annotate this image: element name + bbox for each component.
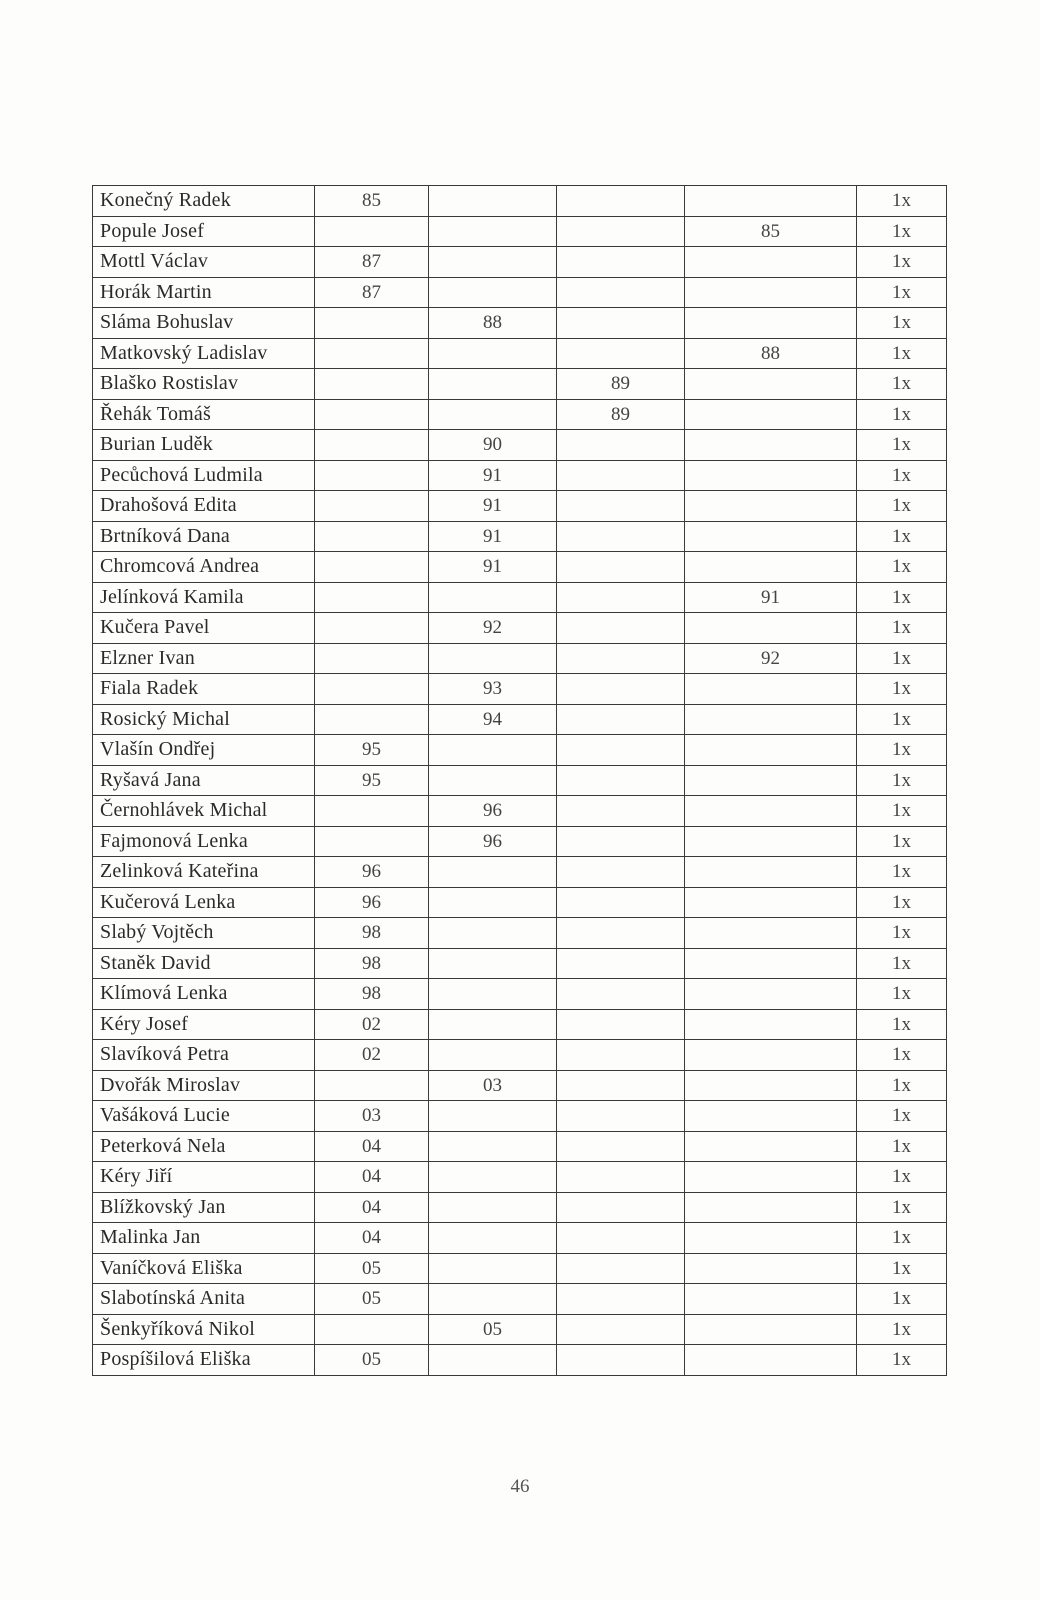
year-cell-2 <box>429 369 557 400</box>
year-cell-1: 95 <box>315 735 429 766</box>
year-cell-1: 87 <box>315 277 429 308</box>
year-cell-3 <box>557 765 685 796</box>
count-cell: 1x <box>857 186 947 217</box>
year-cell-2: 05 <box>429 1314 557 1345</box>
year-cell-2 <box>429 1101 557 1132</box>
year-cell-2 <box>429 247 557 278</box>
table-row <box>93 1101 947 1132</box>
name-cell: Slavíková Petra <box>93 1040 315 1071</box>
year-cell-3 <box>557 979 685 1010</box>
year-cell-4 <box>685 674 857 705</box>
year-cell-1: 96 <box>315 857 429 888</box>
year-cell-4 <box>685 1223 857 1254</box>
year-cell-4 <box>685 491 857 522</box>
count-cell: 1x <box>857 430 947 461</box>
year-cell-1 <box>315 582 429 613</box>
register-table <box>92 185 947 1376</box>
year-cell-4 <box>685 796 857 827</box>
count-cell: 1x <box>857 460 947 491</box>
year-cell-4 <box>685 887 857 918</box>
table-row <box>93 887 947 918</box>
year-cell-2: 91 <box>429 552 557 583</box>
year-cell-4 <box>685 765 857 796</box>
year-cell-4 <box>685 918 857 949</box>
table-row <box>93 247 947 278</box>
year-cell-3 <box>557 613 685 644</box>
year-cell-1 <box>315 643 429 674</box>
table-row <box>93 460 947 491</box>
table-row <box>93 186 947 217</box>
year-cell-1 <box>315 430 429 461</box>
name-cell: Rosický Michal <box>93 704 315 735</box>
table-row <box>93 918 947 949</box>
year-cell-2 <box>429 735 557 766</box>
year-cell-4 <box>685 552 857 583</box>
count-cell: 1x <box>857 613 947 644</box>
year-cell-1 <box>315 796 429 827</box>
year-cell-1: 98 <box>315 918 429 949</box>
year-cell-3: 89 <box>557 369 685 400</box>
count-cell: 1x <box>857 1131 947 1162</box>
name-cell: Fajmonová Lenka <box>93 826 315 857</box>
year-cell-3 <box>557 887 685 918</box>
year-cell-1: 05 <box>315 1345 429 1376</box>
table-row <box>93 1314 947 1345</box>
year-cell-2: 94 <box>429 704 557 735</box>
year-cell-3 <box>557 1192 685 1223</box>
table-row <box>93 399 947 430</box>
year-cell-1 <box>315 674 429 705</box>
year-cell-3 <box>557 277 685 308</box>
year-cell-3 <box>557 857 685 888</box>
year-cell-1: 96 <box>315 887 429 918</box>
year-cell-4: 91 <box>685 582 857 613</box>
year-cell-2: 93 <box>429 674 557 705</box>
year-cell-3 <box>557 796 685 827</box>
name-cell: Malinka Jan <box>93 1223 315 1254</box>
year-cell-2 <box>429 1131 557 1162</box>
year-cell-3 <box>557 1345 685 1376</box>
name-cell: Horák Martin <box>93 277 315 308</box>
count-cell: 1x <box>857 918 947 949</box>
year-cell-2: 91 <box>429 460 557 491</box>
year-cell-4 <box>685 277 857 308</box>
year-cell-3 <box>557 948 685 979</box>
year-cell-2: 96 <box>429 826 557 857</box>
year-cell-4 <box>685 1070 857 1101</box>
year-cell-2 <box>429 643 557 674</box>
year-cell-3 <box>557 186 685 217</box>
count-cell: 1x <box>857 308 947 339</box>
year-cell-1 <box>315 216 429 247</box>
count-cell: 1x <box>857 582 947 613</box>
table-row <box>93 1345 947 1376</box>
table-row <box>93 308 947 339</box>
year-cell-4 <box>685 1162 857 1193</box>
year-cell-3 <box>557 1070 685 1101</box>
year-cell-3 <box>557 1223 685 1254</box>
year-cell-4 <box>685 1192 857 1223</box>
name-cell: Pospíšilová Eliška <box>93 1345 315 1376</box>
count-cell: 1x <box>857 674 947 705</box>
year-cell-3 <box>557 338 685 369</box>
year-cell-4 <box>685 186 857 217</box>
name-cell: Sláma Bohuslav <box>93 308 315 339</box>
name-cell: Drahošová Edita <box>93 491 315 522</box>
count-cell: 1x <box>857 1253 947 1284</box>
year-cell-3 <box>557 308 685 339</box>
year-cell-3 <box>557 552 685 583</box>
year-cell-3 <box>557 1040 685 1071</box>
year-cell-2: 90 <box>429 430 557 461</box>
year-cell-1: 03 <box>315 1101 429 1132</box>
table-row <box>93 704 947 735</box>
year-cell-1: 87 <box>315 247 429 278</box>
count-cell: 1x <box>857 704 947 735</box>
table-row <box>93 430 947 461</box>
year-cell-1 <box>315 1070 429 1101</box>
year-cell-2 <box>429 582 557 613</box>
name-cell: Vaníčková Eliška <box>93 1253 315 1284</box>
year-cell-3 <box>557 521 685 552</box>
name-cell: Vašáková Lucie <box>93 1101 315 1132</box>
count-cell: 1x <box>857 1162 947 1193</box>
table-row <box>93 826 947 857</box>
year-cell-2 <box>429 399 557 430</box>
year-cell-1 <box>315 826 429 857</box>
year-cell-2 <box>429 1009 557 1040</box>
year-cell-1 <box>315 613 429 644</box>
table-row <box>93 1131 947 1162</box>
count-cell: 1x <box>857 979 947 1010</box>
page-number: 46 <box>510 1476 530 1497</box>
year-cell-2 <box>429 338 557 369</box>
table-row <box>93 643 947 674</box>
table-row <box>93 1009 947 1040</box>
table-row <box>93 338 947 369</box>
year-cell-4 <box>685 430 857 461</box>
year-cell-2 <box>429 1223 557 1254</box>
name-cell: Zelinková Kateřina <box>93 857 315 888</box>
name-cell: Kučera Pavel <box>93 613 315 644</box>
count-cell: 1x <box>857 857 947 888</box>
year-cell-1: 98 <box>315 948 429 979</box>
year-cell-2: 88 <box>429 308 557 339</box>
year-cell-2 <box>429 1040 557 1071</box>
year-cell-4 <box>685 1253 857 1284</box>
table-row <box>93 857 947 888</box>
year-cell-1: 85 <box>315 186 429 217</box>
name-cell: Pecůchová Ludmila <box>93 460 315 491</box>
year-cell-3 <box>557 674 685 705</box>
table-row <box>93 1192 947 1223</box>
year-cell-3 <box>557 247 685 278</box>
year-cell-2 <box>429 948 557 979</box>
year-cell-4 <box>685 948 857 979</box>
name-cell: Brtníková Dana <box>93 521 315 552</box>
name-cell: Dvořák Miroslav <box>93 1070 315 1101</box>
year-cell-2 <box>429 857 557 888</box>
year-cell-4: 88 <box>685 338 857 369</box>
table-row <box>93 1284 947 1315</box>
year-cell-1 <box>315 399 429 430</box>
year-cell-1: 04 <box>315 1131 429 1162</box>
count-cell: 1x <box>857 765 947 796</box>
year-cell-2 <box>429 1162 557 1193</box>
count-cell: 1x <box>857 826 947 857</box>
year-cell-3 <box>557 735 685 766</box>
count-cell: 1x <box>857 1314 947 1345</box>
name-cell: Kéry Josef <box>93 1009 315 1040</box>
table-row <box>93 552 947 583</box>
year-cell-3 <box>557 1253 685 1284</box>
year-cell-4 <box>685 1345 857 1376</box>
name-cell: Řehák Tomáš <box>93 399 315 430</box>
table-row <box>93 765 947 796</box>
count-cell: 1x <box>857 643 947 674</box>
year-cell-1: 95 <box>315 765 429 796</box>
year-cell-3 <box>557 491 685 522</box>
year-cell-2: 92 <box>429 613 557 644</box>
year-cell-2 <box>429 216 557 247</box>
name-cell: Kučerová Lenka <box>93 887 315 918</box>
name-cell: Popule Josef <box>93 216 315 247</box>
count-cell: 1x <box>857 887 947 918</box>
name-cell: Jelínková Kamila <box>93 582 315 613</box>
year-cell-2 <box>429 1284 557 1315</box>
count-cell: 1x <box>857 1101 947 1132</box>
name-cell: Elzner Ivan <box>93 643 315 674</box>
year-cell-4 <box>685 460 857 491</box>
name-cell: Klímová Lenka <box>93 979 315 1010</box>
name-cell: Vlašín Ondřej <box>93 735 315 766</box>
year-cell-4 <box>685 704 857 735</box>
year-cell-2: 91 <box>429 521 557 552</box>
year-cell-4 <box>685 247 857 278</box>
count-cell: 1x <box>857 521 947 552</box>
year-cell-4 <box>685 735 857 766</box>
year-cell-4 <box>685 1040 857 1071</box>
name-cell: Kéry Jiří <box>93 1162 315 1193</box>
name-cell: Burian Luděk <box>93 430 315 461</box>
year-cell-3 <box>557 582 685 613</box>
count-cell: 1x <box>857 338 947 369</box>
name-cell: Blížkovský Jan <box>93 1192 315 1223</box>
year-cell-2: 03 <box>429 1070 557 1101</box>
year-cell-2: 91 <box>429 491 557 522</box>
year-cell-3 <box>557 216 685 247</box>
year-cell-1: 05 <box>315 1284 429 1315</box>
count-cell: 1x <box>857 1070 947 1101</box>
count-cell: 1x <box>857 1345 947 1376</box>
year-cell-4 <box>685 369 857 400</box>
name-cell: Staněk David <box>93 948 315 979</box>
table-row <box>93 979 947 1010</box>
count-cell: 1x <box>857 216 947 247</box>
count-cell: 1x <box>857 1040 947 1071</box>
year-cell-1 <box>315 521 429 552</box>
year-cell-1: 04 <box>315 1192 429 1223</box>
table-row <box>93 1162 947 1193</box>
name-cell: Blaško Rostislav <box>93 369 315 400</box>
table-row <box>93 1040 947 1071</box>
count-cell: 1x <box>857 369 947 400</box>
year-cell-2 <box>429 1345 557 1376</box>
year-cell-1: 98 <box>315 979 429 1010</box>
year-cell-3 <box>557 918 685 949</box>
year-cell-2 <box>429 1192 557 1223</box>
table-row <box>93 674 947 705</box>
year-cell-2 <box>429 1253 557 1284</box>
year-cell-4 <box>685 613 857 644</box>
year-cell-1 <box>315 704 429 735</box>
name-cell: Slabotínská Anita <box>93 1284 315 1315</box>
year-cell-3 <box>557 643 685 674</box>
year-cell-2 <box>429 186 557 217</box>
table-row <box>93 1223 947 1254</box>
table-row <box>93 1253 947 1284</box>
year-cell-3 <box>557 1131 685 1162</box>
table-row <box>93 735 947 766</box>
year-cell-4 <box>685 1101 857 1132</box>
year-cell-1 <box>315 552 429 583</box>
year-cell-4 <box>685 826 857 857</box>
year-cell-2: 96 <box>429 796 557 827</box>
count-cell: 1x <box>857 399 947 430</box>
name-cell: Matkovský Ladislav <box>93 338 315 369</box>
year-cell-3 <box>557 826 685 857</box>
year-cell-4 <box>685 1131 857 1162</box>
name-cell: Konečný Radek <box>93 186 315 217</box>
year-cell-2 <box>429 277 557 308</box>
count-cell: 1x <box>857 1192 947 1223</box>
year-cell-4 <box>685 1009 857 1040</box>
count-cell: 1x <box>857 796 947 827</box>
year-cell-4 <box>685 1314 857 1345</box>
name-cell: Ryšavá Jana <box>93 765 315 796</box>
year-cell-3 <box>557 1284 685 1315</box>
year-cell-1: 02 <box>315 1009 429 1040</box>
year-cell-1: 02 <box>315 1040 429 1071</box>
year-cell-3 <box>557 460 685 491</box>
year-cell-1 <box>315 491 429 522</box>
table-row <box>93 582 947 613</box>
name-cell: Peterková Nela <box>93 1131 315 1162</box>
year-cell-1: 04 <box>315 1223 429 1254</box>
name-cell: Chromcová Andrea <box>93 552 315 583</box>
table-row <box>93 491 947 522</box>
count-cell: 1x <box>857 277 947 308</box>
year-cell-3 <box>557 704 685 735</box>
table-row <box>93 613 947 644</box>
name-cell: Mottl Václav <box>93 247 315 278</box>
year-cell-2 <box>429 765 557 796</box>
year-cell-1 <box>315 369 429 400</box>
year-cell-3 <box>557 1314 685 1345</box>
year-cell-1 <box>315 308 429 339</box>
count-cell: 1x <box>857 1009 947 1040</box>
year-cell-2 <box>429 979 557 1010</box>
count-cell: 1x <box>857 491 947 522</box>
year-cell-2 <box>429 918 557 949</box>
count-cell: 1x <box>857 948 947 979</box>
count-cell: 1x <box>857 552 947 583</box>
year-cell-3 <box>557 1162 685 1193</box>
count-cell: 1x <box>857 1284 947 1315</box>
year-cell-2 <box>429 887 557 918</box>
year-cell-1: 04 <box>315 1162 429 1193</box>
table-row <box>93 948 947 979</box>
name-cell: Šenkyříková Nikol <box>93 1314 315 1345</box>
table-row <box>93 277 947 308</box>
name-cell: Černohlávek Michal <box>93 796 315 827</box>
table-row <box>93 369 947 400</box>
year-cell-4 <box>685 857 857 888</box>
year-cell-1 <box>315 460 429 491</box>
year-cell-4 <box>685 399 857 430</box>
table-row <box>93 216 947 247</box>
count-cell: 1x <box>857 735 947 766</box>
table-row <box>93 796 947 827</box>
year-cell-4 <box>685 308 857 339</box>
name-cell: Fiala Radek <box>93 674 315 705</box>
count-cell: 1x <box>857 247 947 278</box>
count-cell: 1x <box>857 1223 947 1254</box>
year-cell-3 <box>557 1009 685 1040</box>
name-cell: Slabý Vojtěch <box>93 918 315 949</box>
table-row <box>93 1070 947 1101</box>
year-cell-1 <box>315 1314 429 1345</box>
year-cell-3 <box>557 1101 685 1132</box>
year-cell-4 <box>685 1284 857 1315</box>
year-cell-4 <box>685 521 857 552</box>
year-cell-4: 92 <box>685 643 857 674</box>
year-cell-3 <box>557 430 685 461</box>
year-cell-4: 85 <box>685 216 857 247</box>
year-cell-4 <box>685 979 857 1010</box>
register-body <box>93 186 947 1376</box>
year-cell-1 <box>315 338 429 369</box>
year-cell-3: 89 <box>557 399 685 430</box>
table-row <box>93 521 947 552</box>
year-cell-1: 05 <box>315 1253 429 1284</box>
